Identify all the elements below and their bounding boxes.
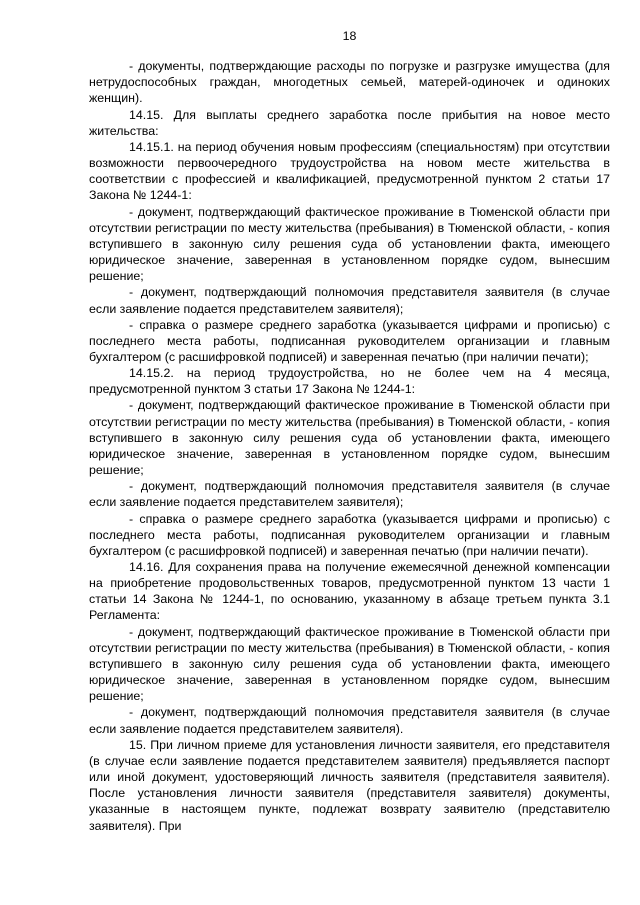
paragraph: - справка о размере среднего заработка (указывается цифрами и прописью) с последнего места работы, подписанная руководителем организации и главным бухгалтером (с расшифровкой подписей) и заверенная печатью (при наличии печати); (89, 317, 610, 364)
paragraph: - документ, подтверждающий фактическое проживание в Тюменской области при отсутствии регистрации по месту жительства (пребывания) в Тюменской области, - копия вступившего в законную силу решения суда об установлении факта, имеющего юридическое значение, заверенная в установленном порядке судом, вынесшим решение; (89, 204, 610, 284)
paragraph: - справка о размере среднего заработка (указывается цифрами и прописью) с последнего места работы, подписанная руководителем организации и главным бухгалтером (с расшифровкой подписей) и заверенная печатью (при наличии печати). (89, 511, 610, 558)
paragraph: 14.15.2. на период трудоустройства, но не более чем на 4 месяца, предусмотренной пунктом 3 статьи 17 Закона № 1244-1: (89, 366, 610, 397)
page-number: 18 (342, 29, 357, 43)
paragraph: - документ, подтверждающий фактическое проживание в Тюменской области при отсутствии регистрации по месту жительства (пребывания) в Тюменской области, - копия вступившего в законную силу решения суда об установлении факта, имеющего юридическое значение, заверенная в установленном порядке судом, вынесшим решение; (89, 624, 610, 704)
document-body (89, 58, 610, 834)
paragraph: 14.15. Для выплаты среднего заработка после прибытия на новое место жительства: (89, 107, 610, 138)
paragraph: 15. При личном приеме для установления личности заявителя, его представителя (в случае если заявление подается представителем заявителя) предъявляется паспорт или иной документ, удостоверяющий личность заявителя (представителя заявителя). После установления личности заявителя (представителя заявителя) документы, указанные в настоящем пункте, подлежат возврату заявителю (представителю заявителя). При (89, 737, 610, 833)
paragraph: - документ, подтверждающий полномочия представителя заявителя (в случае если заявление подается представителем заявителя); (89, 285, 610, 316)
paragraph: - документ, подтверждающий полномочия представителя заявителя (в случае если заявление подается представителем заявителя). (89, 705, 610, 736)
paragraph: - документы, подтверждающие расходы по погрузке и разгрузке имущества (для нетрудоспособных граждан, многодетных семьей, матерей-одиночек и одиноких женщин). (89, 59, 610, 106)
paragraph: - документ, подтверждающий фактическое проживание в Тюменской области при отсутствии регистрации по месту жительства (пребывания) в Тюменской области, - копия вступившего в законную силу решения суда об установлении факта, имеющего юридическое значение, заверенная в установленном порядке судом, вынесшим решение; (89, 398, 610, 478)
paragraph: - документ, подтверждающий полномочия представителя заявителя (в случае если заявление подается представителем заявителя); (89, 479, 610, 510)
paragraph: 14.15.1. на период обучения новым профессиям (специальностям) при отсутствии возможности первоочередного трудоустройства на новом месте жительства в соответствии с профессией и квалификацией, предусмотренной пунктом 2 статьи 17 Закона № 1244-1: (89, 139, 610, 203)
document-page (89, 28, 610, 834)
paragraph: 14.16. Для сохранения права на получение ежемесячной денежной компенсации на приобретение продовольственных товаров, предусмотренной пунктом 13 части 1 статьи 14 Закона № 1244-1, по основанию, указанному в абзаце третьем пункта 3.1 Регламента: (89, 560, 610, 623)
